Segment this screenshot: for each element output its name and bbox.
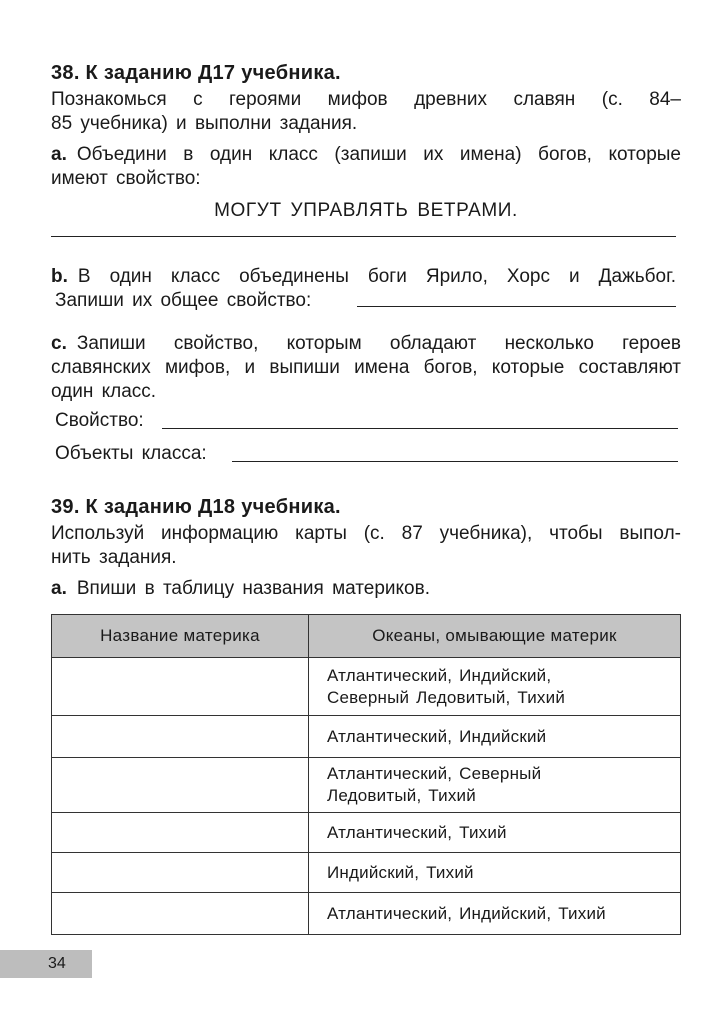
oceans-line: Ледовитый, Тихий <box>327 786 476 805</box>
task-38a-property: МОГУТ УПРАВЛЯТЬ ВЕТРАМИ. <box>214 200 518 221</box>
oceans-line: Атлантический, Северный <box>327 764 542 783</box>
table-row <box>52 893 681 935</box>
task-38c-line1 <box>51 332 681 355</box>
continents-table <box>51 614 681 935</box>
oceans-cell <box>309 813 681 853</box>
oceans-line: Индийский, Тихий <box>327 862 474 882</box>
continent-name-cell[interactable] <box>52 758 309 813</box>
exercise-38-heading: 38. К заданию Д17 учебника. <box>51 62 341 84</box>
oceans-cell <box>309 758 681 813</box>
task-38a-answer-line[interactable] <box>51 236 676 237</box>
oceans-line: Северный Ледовитый, Тихий <box>327 687 566 707</box>
task-38a-label: a. <box>51 144 67 165</box>
task-38c-objects-answer-line[interactable] <box>232 461 678 462</box>
task-39a-text: Впиши в таблицу названия материков. <box>76 578 430 599</box>
task-39a-line <box>51 577 430 600</box>
page-number: 34 <box>0 950 92 978</box>
task-38b-text1: В один класс объединены боги Ярило, Хорс и Дажьбог. <box>77 266 676 287</box>
table-row <box>52 853 681 893</box>
task-38c-property-label: Свойство: <box>55 410 144 431</box>
exercise-38-intro-line2: 85 учебника) и выполни задания. <box>51 113 358 134</box>
task-38b-label: b. <box>51 266 68 287</box>
table-row <box>52 658 681 716</box>
task-38c-label: c. <box>51 333 67 354</box>
exercise-38-intro-line1: Познакомься с героями мифов древних славян (с. 84– <box>51 89 681 110</box>
table-row <box>52 813 681 853</box>
task-38b-line1 <box>51 265 676 288</box>
table-header-row <box>52 615 681 658</box>
table-row <box>52 716 681 758</box>
oceans-line: Атлантический, Индийский <box>327 726 547 746</box>
task-38c-text1: Запиши свойство, которым обладают несколько героев <box>76 333 681 354</box>
table-row <box>52 758 681 813</box>
oceans-cell <box>309 658 681 716</box>
task-38c-line2: славянских мифов, и выпиши имена богов, которые составляют <box>51 357 681 378</box>
header-oceans: Океаны, омывающие материк <box>309 615 681 658</box>
oceans-line: Атлантический, Индийский, Тихий <box>327 903 606 923</box>
task-38c-line3: один класс. <box>51 381 157 402</box>
exercise-39-intro-line2: нить задания. <box>51 547 177 568</box>
exercise-39-heading: 39. К заданию Д18 учебника. <box>51 496 341 518</box>
task-38a-line1 <box>51 143 681 166</box>
oceans-line: Атлантический, Индийский, <box>327 665 552 685</box>
exercise-39-intro-line1: Используй информацию карты (с. 87 учебника), чтобы выпол- <box>51 523 681 544</box>
oceans-line: Атлантический, Тихий <box>327 822 507 842</box>
continent-name-cell[interactable] <box>52 893 309 935</box>
task-38b-answer-line[interactable] <box>357 306 676 307</box>
continent-name-cell[interactable] <box>52 658 309 716</box>
task-38c-objects-label: Объекты класса: <box>55 443 207 464</box>
task-38a-line2: имеют свойство: <box>51 168 201 189</box>
oceans-cell <box>309 853 681 893</box>
task-39a-label: a. <box>51 578 67 599</box>
continent-name-cell[interactable] <box>52 853 309 893</box>
oceans-cell <box>309 716 681 758</box>
task-38a-text1: Объедини в один класс (запиши их имена) богов, которые <box>76 144 681 165</box>
continent-name-cell[interactable] <box>52 813 309 853</box>
header-continent-name: Название материка <box>52 615 309 658</box>
continent-name-cell[interactable] <box>52 716 309 758</box>
task-38b-line2: Запиши их общее свойство: <box>55 290 312 311</box>
oceans-cell <box>309 893 681 935</box>
task-38c-property-answer-line[interactable] <box>162 428 678 429</box>
